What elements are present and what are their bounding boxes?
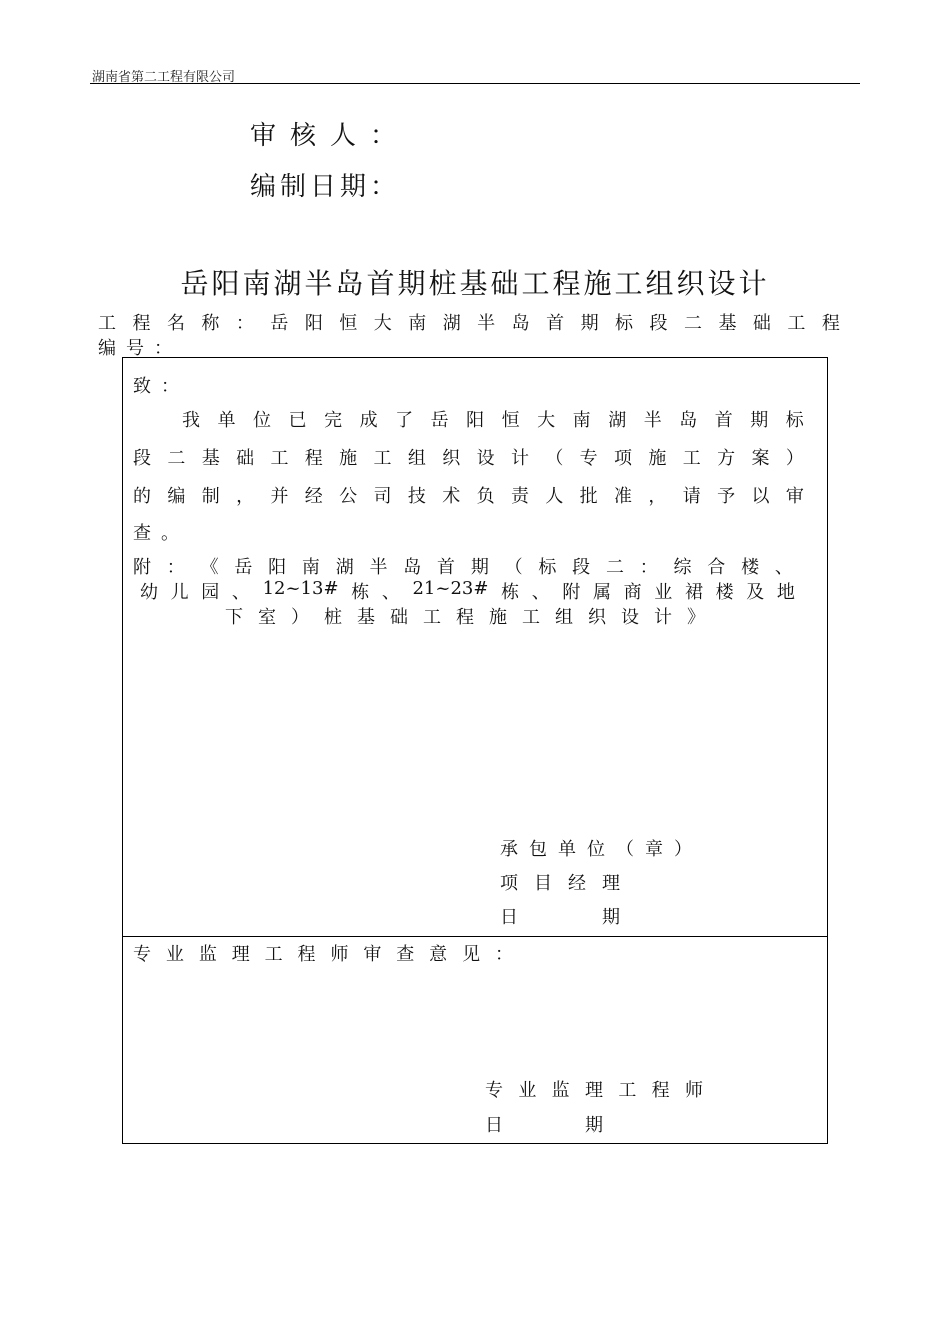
header-rule — [90, 83, 860, 84]
document-title: 岳阳南湖半岛首期桩基础工程施工组织设计 — [180, 267, 770, 300]
body-line-2: 段 二 基 础 工 程 施 工 组 织 设 计 （ 专 项 施 工 方 案 ） — [133, 448, 804, 469]
to-label: 致： — [133, 376, 189, 397]
attachment-line-3: 下 室 ） 桩 基 础 工 程 施 工 组 织 设 计 》 — [225, 607, 705, 628]
project-manager-label: 项 目 经 理 — [500, 873, 620, 894]
attachment-line-2: 幼 儿 园 、 12~13# 栋 、 21~23# 栋 、 附 属 商 业 裙 楼 及 地 — [140, 578, 795, 603]
project-name-line: 工 程 名 称 ： 岳 阳 恒 大 南 湖 半 岛 首 期 标 段 二 基 础 工 程 — [98, 313, 840, 334]
contractor-date-label: 日 期 — [500, 907, 620, 928]
reviewer-label: 审核人： — [250, 121, 411, 151]
supervisor-engineer-label: 专 业 监 理 工 程 师 — [485, 1080, 703, 1101]
header-company-name: 湖南省第二工程有限公司 — [92, 70, 236, 85]
supervisor-date-label: 日 期 — [485, 1115, 603, 1136]
compile-date-label: 编制日期： — [250, 172, 401, 202]
attachment-line-1: 附 ： 《 岳 阳 南 湖 半 岛 首 期 （ 标 段 二 ： 综 合 楼 、 — [133, 557, 793, 578]
supervisor-opinion-label: 专 业 监 理 工 程 师 审 查 意 见 ： — [133, 944, 513, 965]
contractor-unit-label: 承 包 单 位 （ 章 ） — [500, 839, 692, 860]
form-divider — [122, 936, 828, 937]
approval-form-box — [122, 357, 828, 1144]
body-line-1: 我 单 位 已 完 成 了 岳 阳 恒 大 南 湖 半 岛 首 期 标 — [182, 410, 804, 431]
body-line-3: 的 编 制 ， 并 经 公 司 技 术 负 责 人 批 准 ， 请 予 以 审 — [133, 486, 804, 507]
project-number-line: 编号： — [98, 338, 182, 359]
body-line-4: 查。 — [133, 523, 189, 544]
